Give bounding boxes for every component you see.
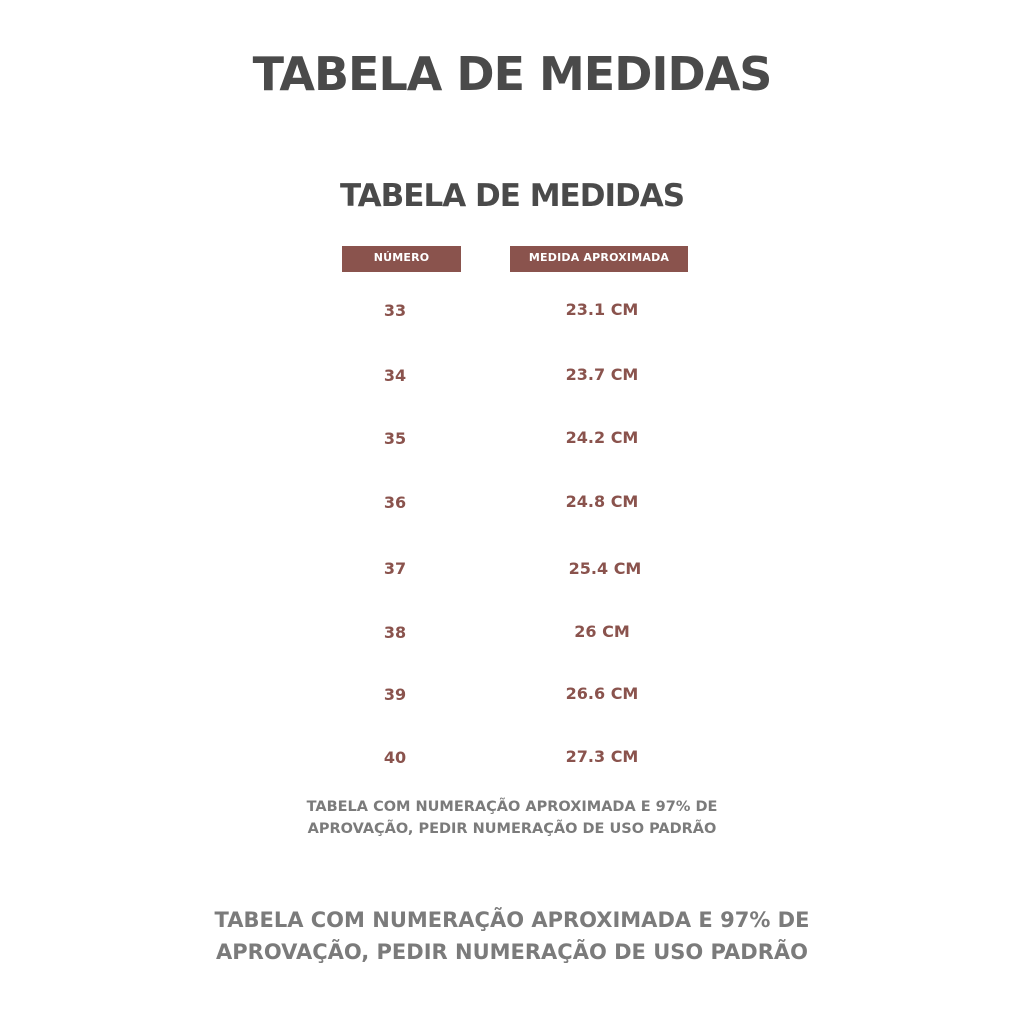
table-cell-numero: 35 [383, 429, 407, 448]
column-header-medida: MEDIDA APROXIMADA [510, 246, 688, 272]
table-cell-medida: 23.1 CM [565, 300, 639, 319]
table-cell-numero: 34 [383, 366, 407, 385]
table-cell-numero: 40 [383, 748, 407, 767]
table-cell-numero: 33 [383, 301, 407, 320]
footnote-line: TABELA COM NUMERAÇÃO APROXIMADA E 97% DE [214, 908, 810, 932]
page-footnote [0, 904, 1024, 968]
table-cell-medida: 24.8 CM [565, 492, 639, 511]
table-cell-medida: 24.2 CM [565, 428, 639, 447]
footnote-line: APROVAÇÃO, PEDIR NUMERAÇÃO DE USO PADRÃO [307, 821, 717, 837]
footnote-line: TABELA COM NUMERAÇÃO APROXIMADA E 97% DE [306, 799, 718, 815]
table-footnote [0, 796, 1024, 840]
table-title: TABELA DE MEDIDAS [339, 178, 685, 214]
table-cell-numero: 39 [383, 685, 407, 704]
table-cell-medida: 23.7 CM [565, 365, 639, 384]
table-cell-numero: 36 [383, 493, 407, 512]
page-title: TABELA DE MEDIDAS [252, 47, 772, 101]
table-cell-numero: 37 [383, 559, 407, 578]
table-cell-medida: 25.4 CM [568, 559, 642, 578]
table-cell-medida: 27.3 CM [565, 747, 639, 766]
table-cell-medida: 26 CM [574, 622, 630, 641]
column-header-numero: NÚMERO [342, 246, 461, 272]
footnote-line: APROVAÇÃO, PEDIR NUMERAÇÃO DE USO PADRÃO [216, 940, 808, 964]
table-cell-medida: 26.6 CM [565, 684, 639, 703]
table-cell-numero: 38 [383, 623, 407, 642]
